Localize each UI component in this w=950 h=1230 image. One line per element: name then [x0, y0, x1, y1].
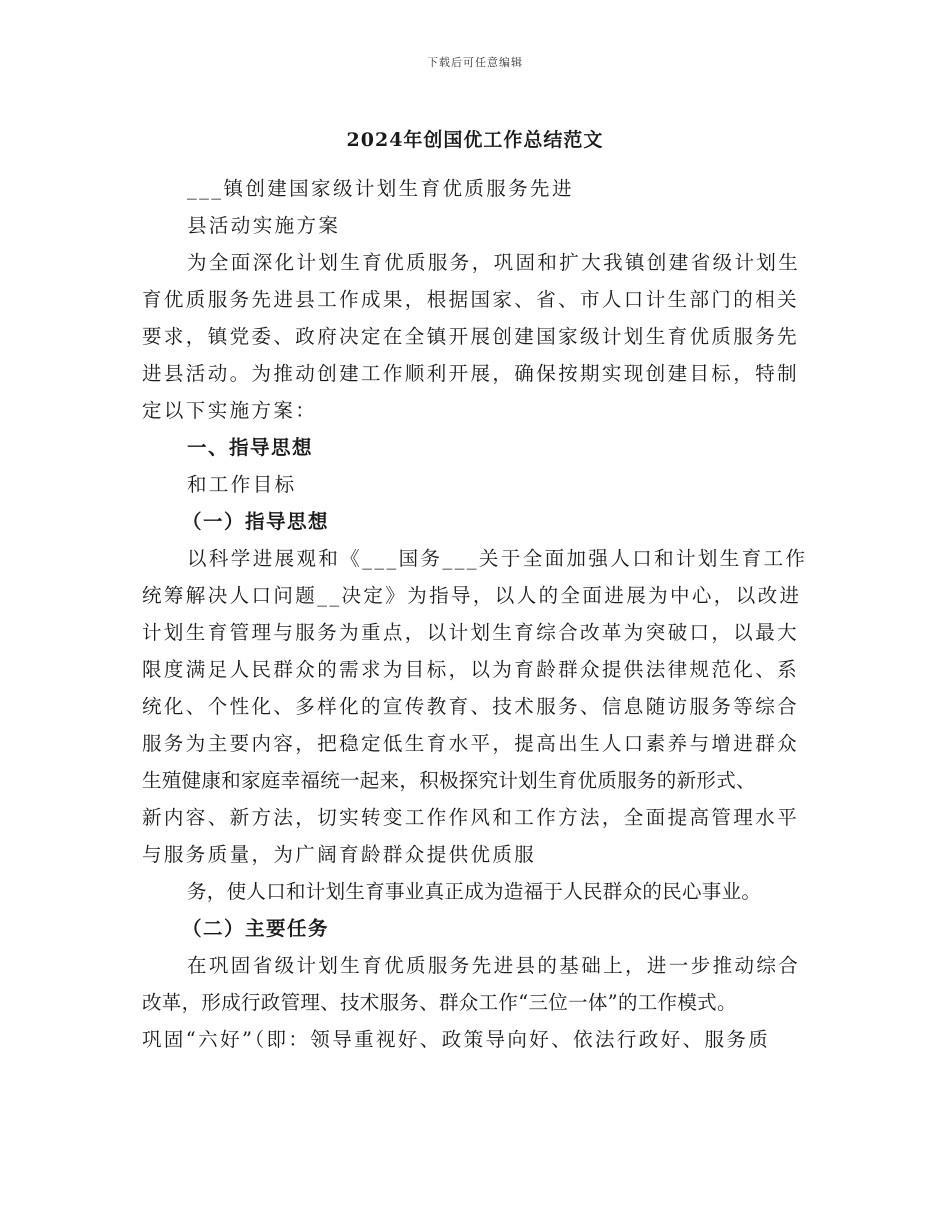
paragraph-line: 在巩固省级计划生育优质服务先进县的基础上，进一步推动综合 [187, 954, 801, 977]
section-heading: 一、指导思想 [187, 436, 314, 459]
paragraph-line: 进县活动。为推动创建工作顺利开展，确保按期实现创建目标，特制 [142, 362, 800, 385]
paragraph-line: 计划生育管理与服务为重点，以计划生育综合改革为突破口，以最大 [142, 621, 800, 644]
paragraph-line: 统筹解决人口问题__决定》为指导，以人的全面进展为中心，以改进 [142, 584, 802, 607]
paragraph-line: 务，使人口和计划生育事业真正成为造福于人民群众的民心事业。 [187, 880, 762, 903]
subsection-heading: （二）主要任务 [182, 917, 330, 940]
paragraph-line: 县活动实施方案 [187, 214, 341, 237]
header-note: 下载后可任意编辑 [427, 56, 523, 69]
paragraph-line: 以科学进展观和《___国务___关于全面加强人口和计划生育工作 [187, 547, 808, 570]
paragraph-line: 限度满足人民群众的需求为目标，以为育龄群众提供法律规范化、系 [142, 658, 800, 681]
paragraph-line: 生殖健康和家庭幸福统一起来，积极探究计划生育优质服务的新形式、 [142, 769, 756, 792]
paragraph-line: 为全面深化计划生育优质服务，巩固和扩大我镇创建省级计划生 [187, 251, 801, 274]
paragraph-line: 育优质服务先进县工作成果，根据国家、省、市人口计生部门的相关 [142, 288, 800, 311]
paragraph-line: 改革，形成行政管理、技术服务、群众工作“三位一体”的工作模式。 [142, 991, 737, 1014]
paragraph-line: 巩固“六好”（即：领导重视好、政策导向好、依法行政好、服务质 [142, 1028, 771, 1051]
subsection-heading: （一）指导思想 [182, 510, 330, 533]
document-title: 2024年创国优工作总结范文 [346, 129, 604, 151]
paragraph-line: 新内容、新方法，切实转变工作作风和工作方法，全面提高管理水平 [142, 806, 800, 829]
paragraph-line: 和工作目标 [187, 473, 297, 496]
paragraph-line: 要求，镇党委、政府决定在全镇开展创建国家级计划生育优质服务先 [142, 325, 800, 348]
paragraph-line: 统化、个性化、多样化的宣传教育、技术服务、信息随访服务等综合 [142, 695, 800, 718]
paragraph-line: ___镇创建国家级计划生育优质服务先进 [187, 177, 574, 200]
paragraph-line: 服务为主要内容，把稳定低生育水平，提高出生人口素养与增进群众 [142, 732, 800, 755]
document-body [142, 170, 822, 1058]
paragraph-line: 与服务质量，为广阔育龄群众提供优质服 [142, 843, 537, 866]
paragraph-line: 定以下实施方案： [142, 399, 318, 422]
